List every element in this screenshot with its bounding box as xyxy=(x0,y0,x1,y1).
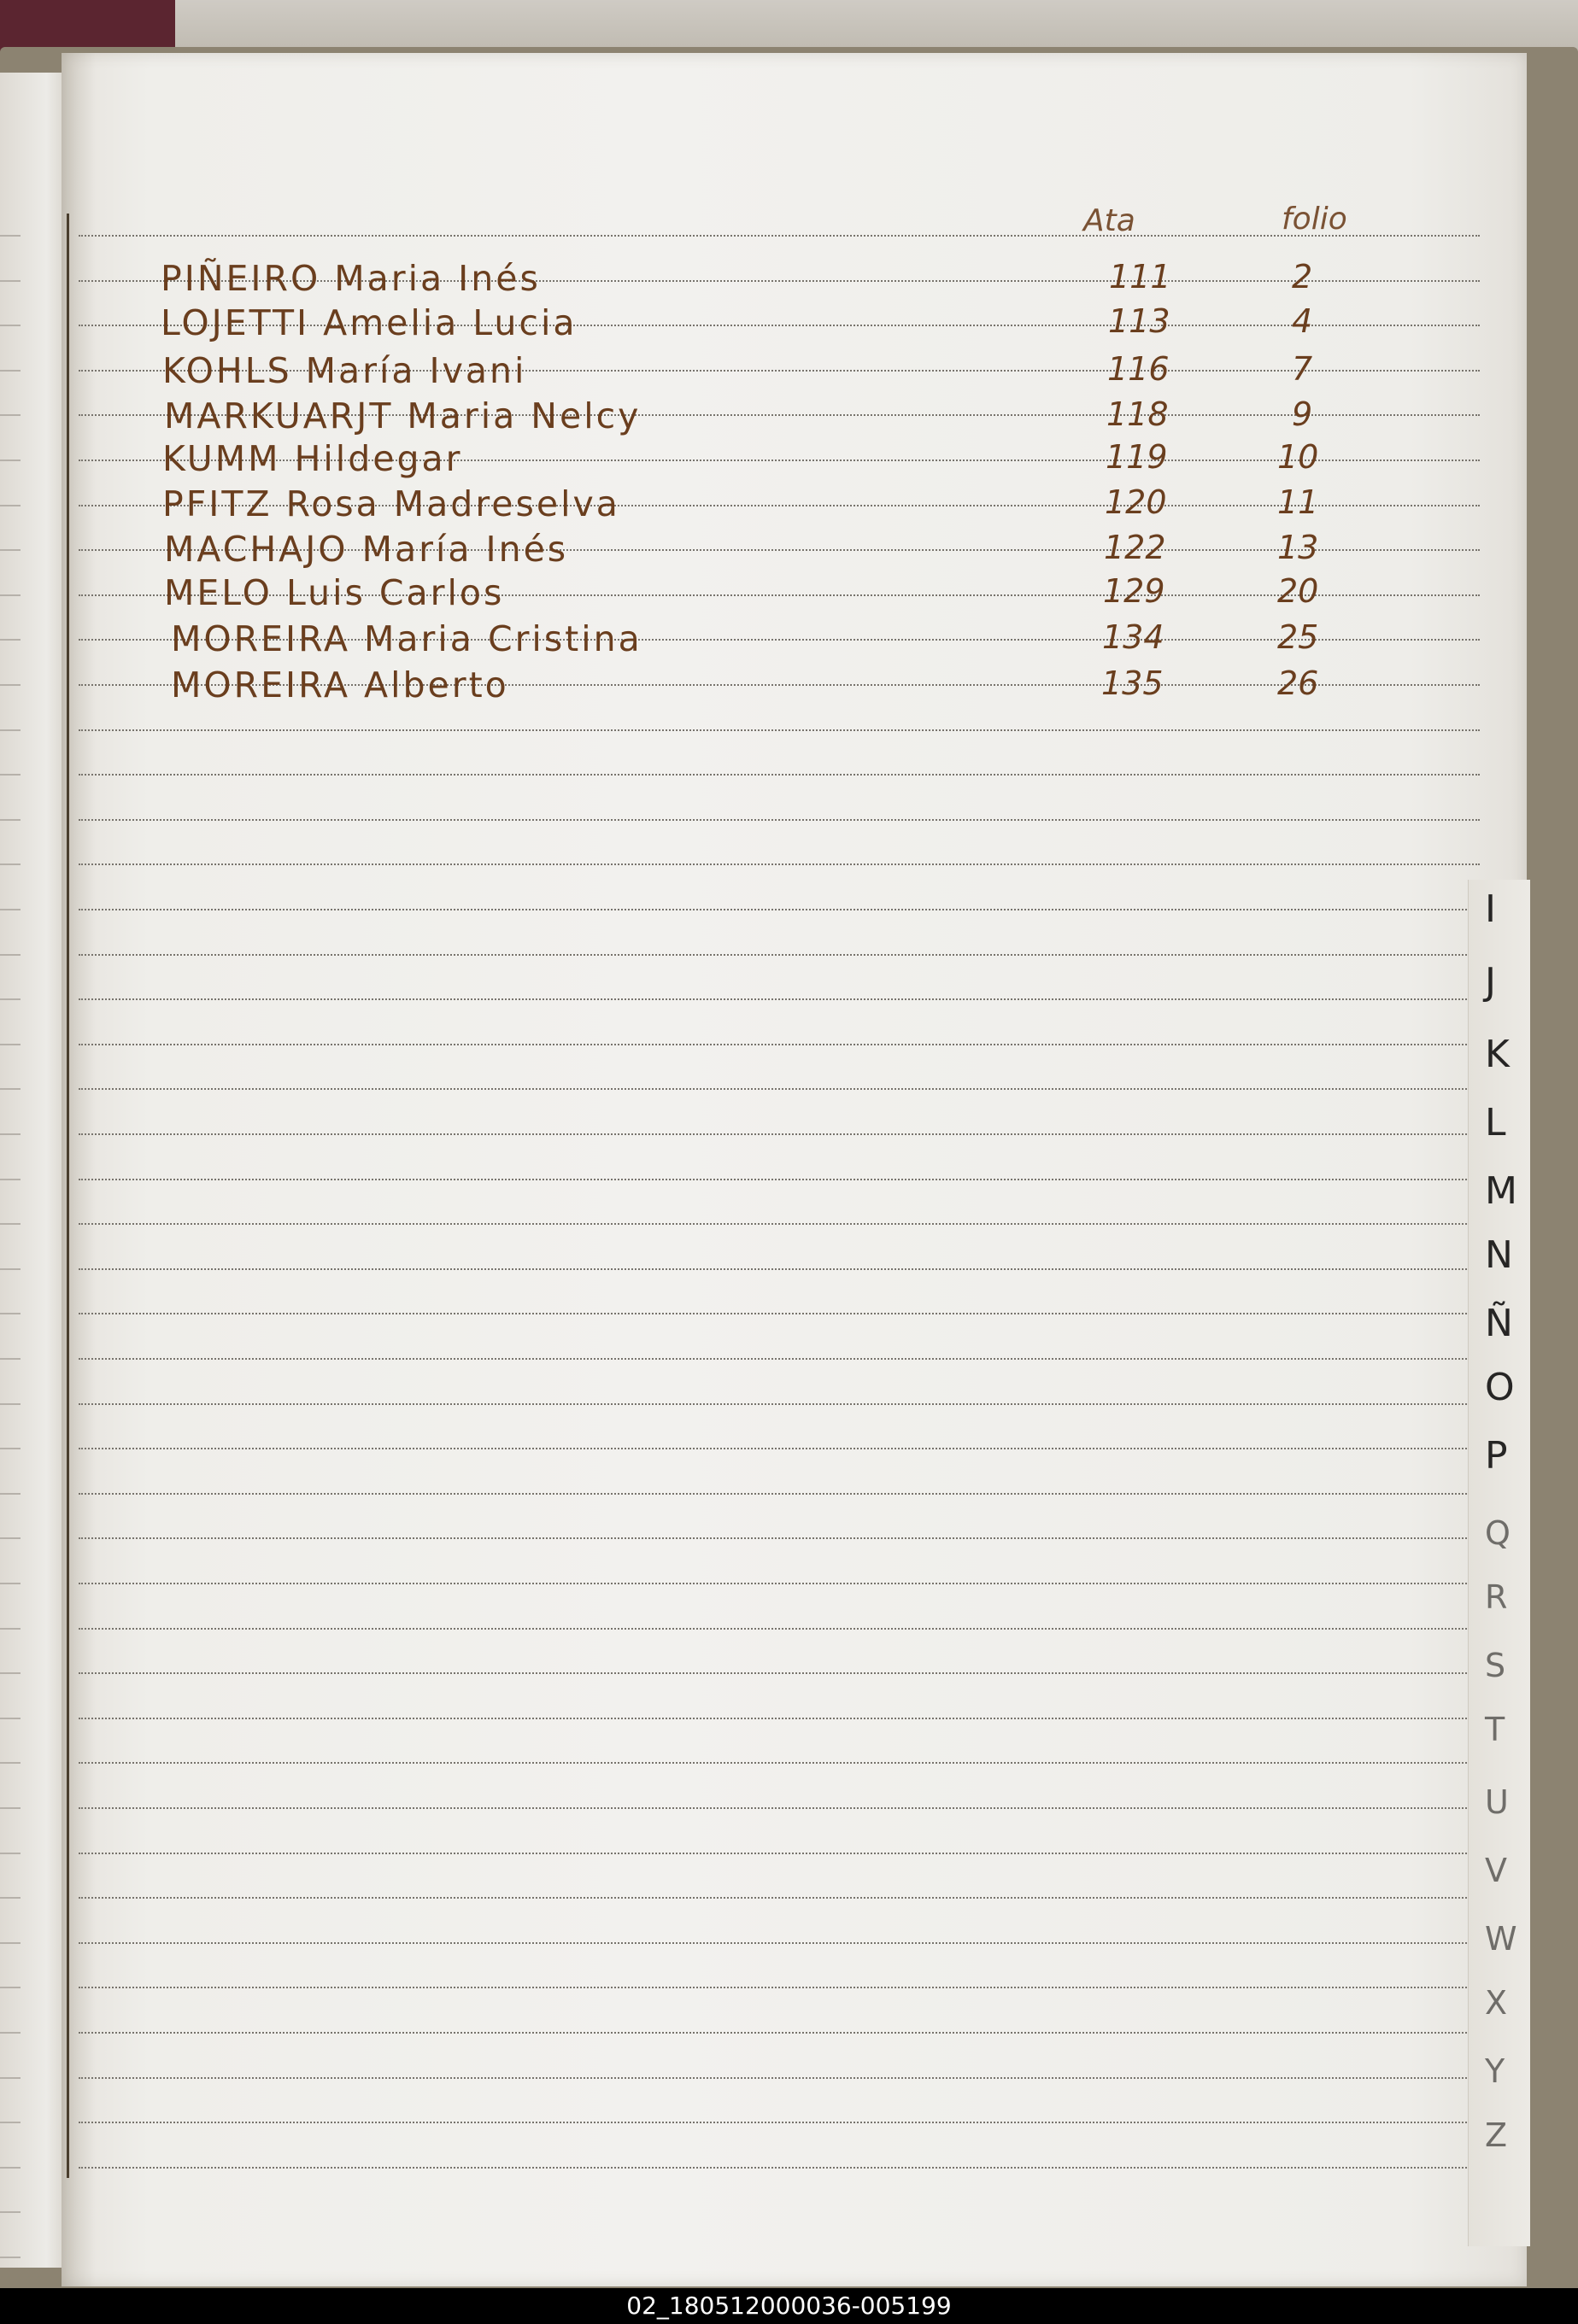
index-tab-letter[interactable]: M xyxy=(1485,1169,1517,1213)
index-tab-letter[interactable]: U xyxy=(1485,1783,1509,1821)
image-label: 02_180512000036-005199 xyxy=(626,2292,952,2320)
entry-folio-number: 9 xyxy=(1292,395,1313,433)
previous-page-rule-stub xyxy=(0,1493,21,1495)
ruled-line xyxy=(79,1358,1480,1360)
previous-page-rule-stub xyxy=(0,684,21,686)
entry-folio-number: 7 xyxy=(1292,350,1313,388)
entry-acta-number: 113 xyxy=(1108,302,1170,340)
entry-folio-number: 11 xyxy=(1277,483,1319,521)
previous-page-rule-stub xyxy=(0,1313,21,1314)
ruled-line xyxy=(79,2122,1480,2123)
ruled-line xyxy=(79,1583,1480,1584)
previous-page-rule-stub xyxy=(0,235,21,237)
entry-folio-number: 13 xyxy=(1277,529,1319,566)
previous-page-rule-stub xyxy=(0,2032,21,2034)
ruled-line xyxy=(79,1268,1480,1270)
previous-page-rule-stub xyxy=(0,1807,21,1809)
ruled-line xyxy=(79,954,1480,956)
previous-page-rule-stub xyxy=(0,414,21,416)
entry-name: MOREIRA Alberto xyxy=(171,664,509,705)
previous-page-rule-stub xyxy=(0,998,21,1000)
index-tab-letter[interactable]: T xyxy=(1485,1711,1505,1748)
index-tab-letter[interactable]: P xyxy=(1485,1434,1508,1478)
previous-page-rule-stub xyxy=(0,1942,21,1944)
ruled-line xyxy=(79,1718,1480,1719)
index-tab-letter[interactable]: S xyxy=(1485,1647,1506,1684)
index-tab-letter[interactable]: R xyxy=(1485,1578,1508,1616)
previous-page-rule-stub xyxy=(0,1133,21,1135)
ruled-line xyxy=(79,1762,1480,1764)
ruled-line xyxy=(79,1942,1480,1944)
entry-acta-number: 120 xyxy=(1105,483,1167,521)
previous-page-edge xyxy=(0,73,67,2268)
ruled-line xyxy=(79,1853,1480,1854)
previous-page-rule-stub xyxy=(0,549,21,551)
previous-page-rule-stub xyxy=(0,1853,21,1854)
previous-page-rule-stub xyxy=(0,2122,21,2123)
ruled-line xyxy=(79,819,1480,821)
entry-name: PIÑEIRO Maria Inés xyxy=(161,258,541,299)
entry-acta-number: 134 xyxy=(1102,618,1164,656)
ruled-line xyxy=(79,2167,1480,2169)
previous-page-rule-stub xyxy=(0,909,21,910)
ruled-line xyxy=(79,863,1480,865)
entry-acta-number: 116 xyxy=(1107,350,1170,388)
ruled-line xyxy=(79,1133,1480,1135)
ruled-line xyxy=(79,1403,1480,1405)
ruled-line xyxy=(79,1807,1480,1809)
entry-folio-number: 10 xyxy=(1277,438,1319,476)
index-tab-letter[interactable]: V xyxy=(1485,1852,1507,1889)
entry-acta-number: 122 xyxy=(1104,529,1166,566)
index-tab-letter[interactable]: I xyxy=(1485,887,1496,931)
previous-page-rule-stub xyxy=(0,954,21,956)
previous-page-rule-stub xyxy=(0,2077,21,2079)
ruled-line xyxy=(79,1897,1480,1899)
previous-page-rule-stub xyxy=(0,1358,21,1360)
margin-line xyxy=(67,214,69,2178)
ruled-line xyxy=(79,1088,1480,1090)
previous-page-rule-stub xyxy=(0,1088,21,1090)
ruled-line xyxy=(79,2077,1480,2079)
index-tab-letter[interactable]: J xyxy=(1485,960,1496,1004)
previous-page-rule-stub xyxy=(0,1044,21,1045)
ruled-line xyxy=(79,1628,1480,1630)
index-tab-letter[interactable]: X xyxy=(1485,1984,1508,2022)
previous-page-rule-stub xyxy=(0,774,21,776)
previous-page-rule-stub xyxy=(0,729,21,731)
ruled-line xyxy=(79,729,1480,731)
previous-page-rule-stub xyxy=(0,1403,21,1405)
previous-page-rule-stub xyxy=(0,1537,21,1539)
entry-acta-number: 118 xyxy=(1106,395,1169,433)
previous-page-rule-stub xyxy=(0,1448,21,1449)
entry-folio-number: 4 xyxy=(1292,302,1313,340)
ruled-line xyxy=(79,1493,1480,1495)
ruled-line xyxy=(79,1179,1480,1180)
entry-name: LOJETTI Amelia Lucia xyxy=(161,302,578,343)
ruled-line xyxy=(79,1223,1480,1225)
column-header-acta: Ata xyxy=(1083,203,1135,238)
previous-page-rule-stub xyxy=(0,1987,21,1988)
ruled-line xyxy=(79,1044,1480,1045)
column-header-folio: folio xyxy=(1282,202,1347,237)
ruled-line xyxy=(79,235,1480,237)
previous-page-rule-stub xyxy=(0,1672,21,1674)
entry-name: PFITZ Rosa Madreselva xyxy=(162,483,620,524)
previous-page-rule-stub xyxy=(0,1583,21,1584)
previous-page-rule-stub xyxy=(0,819,21,821)
previous-page-rule-stub xyxy=(0,1268,21,1270)
previous-page-rule-stub xyxy=(0,280,21,282)
entry-name: KUMM Hildegar xyxy=(162,438,463,479)
previous-page-rule-stub xyxy=(0,460,21,461)
entry-name: MACHAJO María Inés xyxy=(164,529,569,570)
previous-page-rule-stub xyxy=(0,594,21,596)
entry-acta-number: 129 xyxy=(1103,572,1165,610)
adjacent-book-corner xyxy=(0,0,175,53)
ruled-line xyxy=(79,1537,1480,1539)
previous-page-rule-stub xyxy=(0,1762,21,1764)
index-tab-letter[interactable]: Q xyxy=(1485,1514,1511,1552)
ruled-line xyxy=(79,774,1480,776)
entry-folio-number: 26 xyxy=(1277,664,1319,702)
entry-name: MARKUARJT Maria Nelcy xyxy=(164,395,642,436)
index-tab-letter[interactable]: N xyxy=(1485,1233,1513,1277)
entry-folio-number: 25 xyxy=(1277,618,1319,656)
index-tab-letter[interactable]: Z xyxy=(1485,2116,1508,2154)
entry-acta-number: 111 xyxy=(1109,258,1171,296)
previous-page-rule-stub xyxy=(0,2257,21,2258)
ruled-line xyxy=(79,998,1480,1000)
previous-page-rule-stub xyxy=(0,1223,21,1225)
previous-page-rule-stub xyxy=(0,1179,21,1180)
entry-acta-number: 119 xyxy=(1106,438,1168,476)
previous-page-rule-stub xyxy=(0,1718,21,1719)
ruled-line xyxy=(79,1672,1480,1674)
previous-page-rule-stub xyxy=(0,1628,21,1630)
previous-page-rule-stub xyxy=(0,2167,21,2169)
ruled-line xyxy=(79,1987,1480,1988)
entry-name: KOHLS María Ivani xyxy=(162,350,527,391)
index-tab-letter[interactable]: Ñ xyxy=(1485,1302,1513,1345)
index-tab-letter[interactable]: O xyxy=(1485,1366,1515,1409)
index-tab-letter[interactable]: W xyxy=(1485,1920,1517,1958)
previous-page-rule-stub xyxy=(0,639,21,641)
previous-page-rule-stub xyxy=(0,2211,21,2213)
ruled-line xyxy=(79,909,1480,910)
index-tab-letter[interactable]: L xyxy=(1485,1101,1506,1144)
previous-page-rule-stub xyxy=(0,505,21,506)
ruled-line xyxy=(79,1448,1480,1449)
previous-page-rule-stub xyxy=(0,370,21,372)
index-tab-letter[interactable]: Y xyxy=(1485,2052,1505,2090)
previous-page-rule-stub xyxy=(0,863,21,865)
index-tab-letter[interactable]: K xyxy=(1485,1033,1510,1076)
entry-folio-number: 20 xyxy=(1277,572,1319,610)
ruled-line xyxy=(79,1313,1480,1314)
entry-acta-number: 135 xyxy=(1101,664,1164,702)
entry-name: MELO Luis Carlos xyxy=(164,572,505,613)
previous-page-rule-stub xyxy=(0,1897,21,1899)
entry-folio-number: 2 xyxy=(1292,258,1313,296)
entry-name: MOREIRA Maria Cristina xyxy=(171,618,642,659)
alphabet-index-tab-strip xyxy=(1468,880,1530,2246)
previous-page-rule-stub xyxy=(0,325,21,326)
ruled-line xyxy=(79,2032,1480,2034)
